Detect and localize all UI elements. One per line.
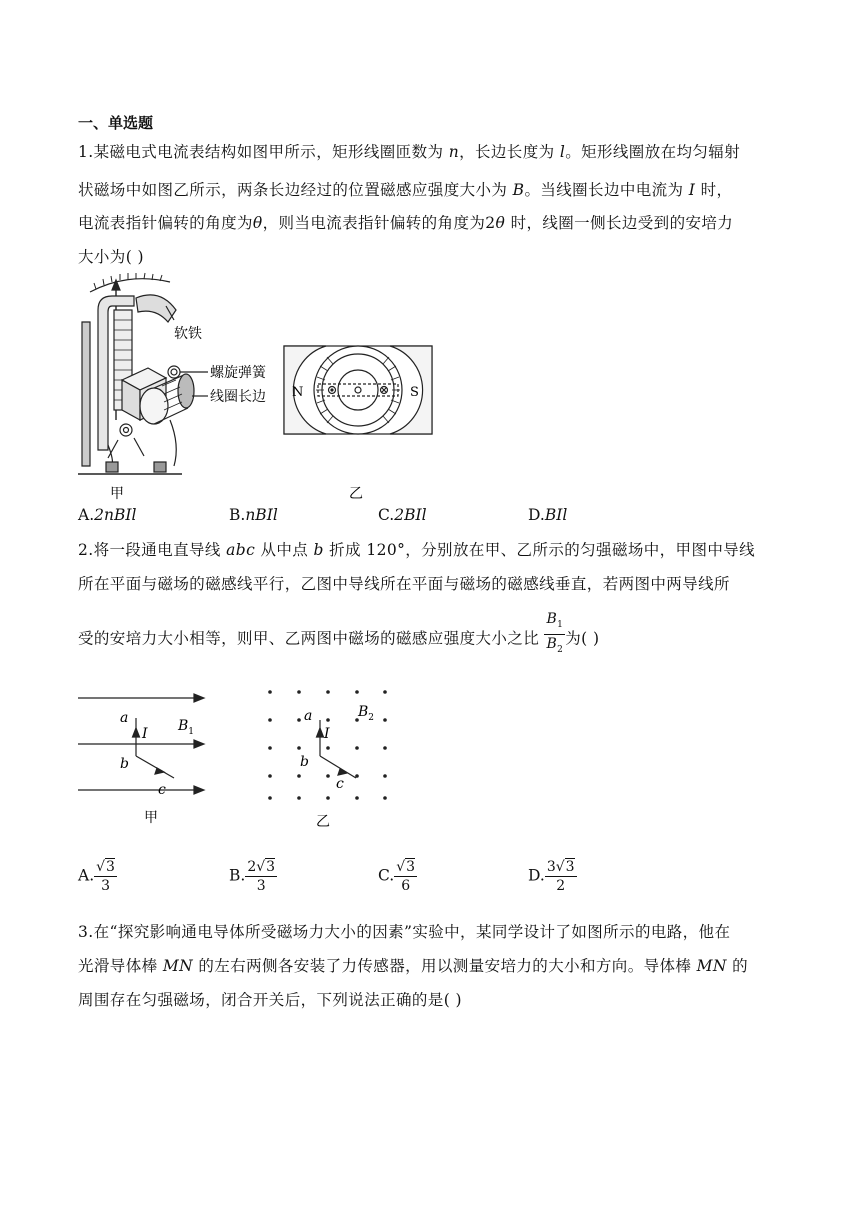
q2-line-3: 受的安培力大小相等，则甲、乙两图中磁场的磁感应强度大小之比 $\frac{B_1}{B_2}$ 为( ) xyxy=(78,620,599,659)
q1-option-c[interactable]: C.2BIl xyxy=(378,506,427,524)
q2-line-2: 所在平面与磁场的磁感线平行，乙图中导线所在平面与磁场的磁感线垂直，若两图中两导线所 xyxy=(78,575,730,593)
q1-line-2: 状磁场中如图乙所示，两条长边经过的位置磁感应强度大小为 B。当线圈长边中电流为 I 时， xyxy=(78,181,733,199)
b1-over-b2-fraction: $\frac{B_1}{B_2}$ xyxy=(546,611,564,655)
label-b2: $B_2$ xyxy=(358,704,375,723)
galvanometer-figure xyxy=(78,270,278,505)
q2-line-1: 2.将一段通电直导线 abc 从中点 b 折成 120°，分别放在甲、乙所示的匀强磁场中，甲图中导线 xyxy=(78,541,756,559)
q3-line-2: 光滑导体棒 MN 的左右两侧各安装了力传感器，用以测量安培力的大小和方向。导体棒 MN 的 xyxy=(78,957,749,975)
label-n-pole: N xyxy=(292,385,304,400)
caption-yi: 乙 xyxy=(349,486,363,500)
perpendicular-field-figure xyxy=(258,680,408,830)
q3-line-3: 周围存在匀强磁场，闭合开关后，下列说法正确的是( ) xyxy=(78,991,462,1009)
label-s-pole: S xyxy=(410,385,419,400)
label-spiral-spring: 螺旋弹簧 xyxy=(210,365,266,381)
parallel-field-figure xyxy=(78,686,228,826)
label-b1: $B_1$ xyxy=(178,718,195,737)
label-coil-long-edge: 线圈长边 xyxy=(210,389,266,405)
label-a-yi: a xyxy=(304,708,313,724)
q1-option-d[interactable]: D.BIl xyxy=(528,506,568,524)
caption-jia-2: 甲 xyxy=(144,810,158,826)
caption-yi-2: 乙 xyxy=(316,814,330,830)
label-soft-iron: 软铁 xyxy=(174,326,202,342)
label-b-yi: b xyxy=(300,754,309,770)
q1-option-b[interactable]: B.nBIl xyxy=(229,506,278,524)
q1-line-1: 1.某磁电式电流表结构如图甲所示，矩形线圈匝数为 n，长边长度为 l。矩形线圈放在均匀辐射 xyxy=(78,143,741,161)
q2-option-c[interactable]: C. $\frac{√3}{6}$ xyxy=(378,859,416,894)
label-i-yi: I xyxy=(324,726,330,742)
label-a-jia: a xyxy=(120,710,129,726)
q1-line-4: 大小为( ) xyxy=(78,248,144,266)
q3-line-1: 3.在“探究影响通电导体所受磁场力大小的因素”实验中，某同学设计了如图所示的电路，他在 xyxy=(78,923,731,941)
radial-field-figure xyxy=(282,340,442,500)
field-dots xyxy=(268,690,387,800)
q2-option-b[interactable]: B. $\frac{2√3}{3}$ xyxy=(229,859,276,894)
q2-option-d[interactable]: D. $\frac{3√3}{2}$ xyxy=(528,859,575,894)
q1-line-3: 电流表指针偏转的角度为θ，则当电流表指针偏转的角度为2θ 时，线圈一侧长边受到的安培力 xyxy=(78,214,734,232)
label-c-jia: c xyxy=(158,782,166,798)
section-title: 一、单选题 xyxy=(78,114,154,132)
label-i-jia: I xyxy=(142,726,148,742)
label-b-jia: b xyxy=(120,756,129,772)
label-c-yi: c xyxy=(336,776,344,792)
q2-option-a[interactable]: A. $\frac{√3}{3}$ xyxy=(78,859,115,894)
q1-option-a[interactable]: A.2nBIl xyxy=(78,506,137,524)
caption-jia: 甲 xyxy=(110,486,124,502)
